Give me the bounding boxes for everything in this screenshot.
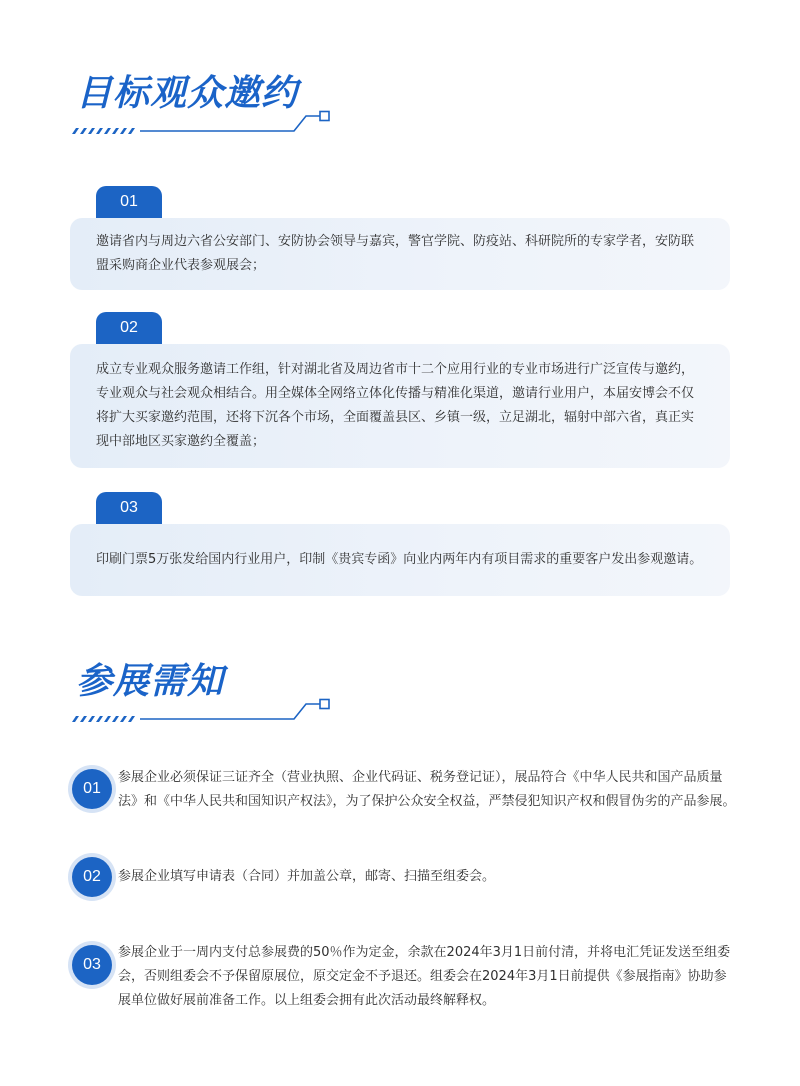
- card-tab-02: 02: [96, 312, 162, 344]
- invitation-card-01: [70, 218, 730, 290]
- notice-text-02: 参展企业填写申请表（合同）并加盖公章，邮寄、扫描至组委会。: [118, 869, 496, 884]
- invitation-card-03: [70, 524, 730, 596]
- notice-text-01: 参展企业必须保证三证齐全（营业执照、企业代码证、税务登记证），展品符合《中华人民共和国产品质量法》和《中华人民共和国知识产权法》，为了保护公众安全权益，严禁侵犯知识产权和假冒伪劣的产品参展。: [118, 770, 736, 809]
- title-decoration-line: [70, 692, 340, 724]
- card-text: 印刷门票5万张发给国内行业用户，印制《贵宾专函》向业内两年内有项目需求的重要客户发出参观邀请。: [96, 552, 703, 567]
- card-text: 成立专业观众服务邀请工作组，针对湖北省及周边省市十二个应用行业的专业市场进行广泛宣传与邀约，专业观众与社会观众相结合。用全媒体全网络立体化传播与精准化渠道，邀请行业用户，本届安博会不仅将扩大买家邀约范围，还将下沉各个市场，全面覆盖县区、乡镇一级，立足湖北，辐射中部六省，真正实现中部地区买家邀约全覆盖；: [96, 362, 695, 449]
- notice-number-02: 02: [72, 857, 112, 897]
- notice-text-03: 参展企业于一周内支付总参展费的50％作为定金，余款在2024年3月1日前付清，并将电汇凭证发送至组委会，否则组委会不予保留原展位，原交定金不予退还。组委会在2024年3月1日前提供《参展指南》协助参展单位做好展前准备工作。以上组委会拥有此次活动最终解释权。: [118, 945, 731, 1008]
- notice-number-01: 01: [72, 769, 112, 809]
- card-tab-03: 03: [96, 492, 162, 524]
- invitation-card-02: [70, 344, 730, 468]
- card-text: 邀请省内与周边六省公安部门、安防协会领导与嘉宾，警官学院、防疫站、科研院所的专家学者，安防联盟采购商企业代表参观展会；: [96, 234, 695, 273]
- section-title-notice: 参展需知: [76, 661, 225, 702]
- title-decoration-line: [70, 104, 340, 136]
- notice-number-03: 03: [72, 945, 112, 985]
- card-tab-01: 01: [96, 186, 162, 218]
- section-title-invitation: 目标观众邀约: [76, 73, 299, 114]
